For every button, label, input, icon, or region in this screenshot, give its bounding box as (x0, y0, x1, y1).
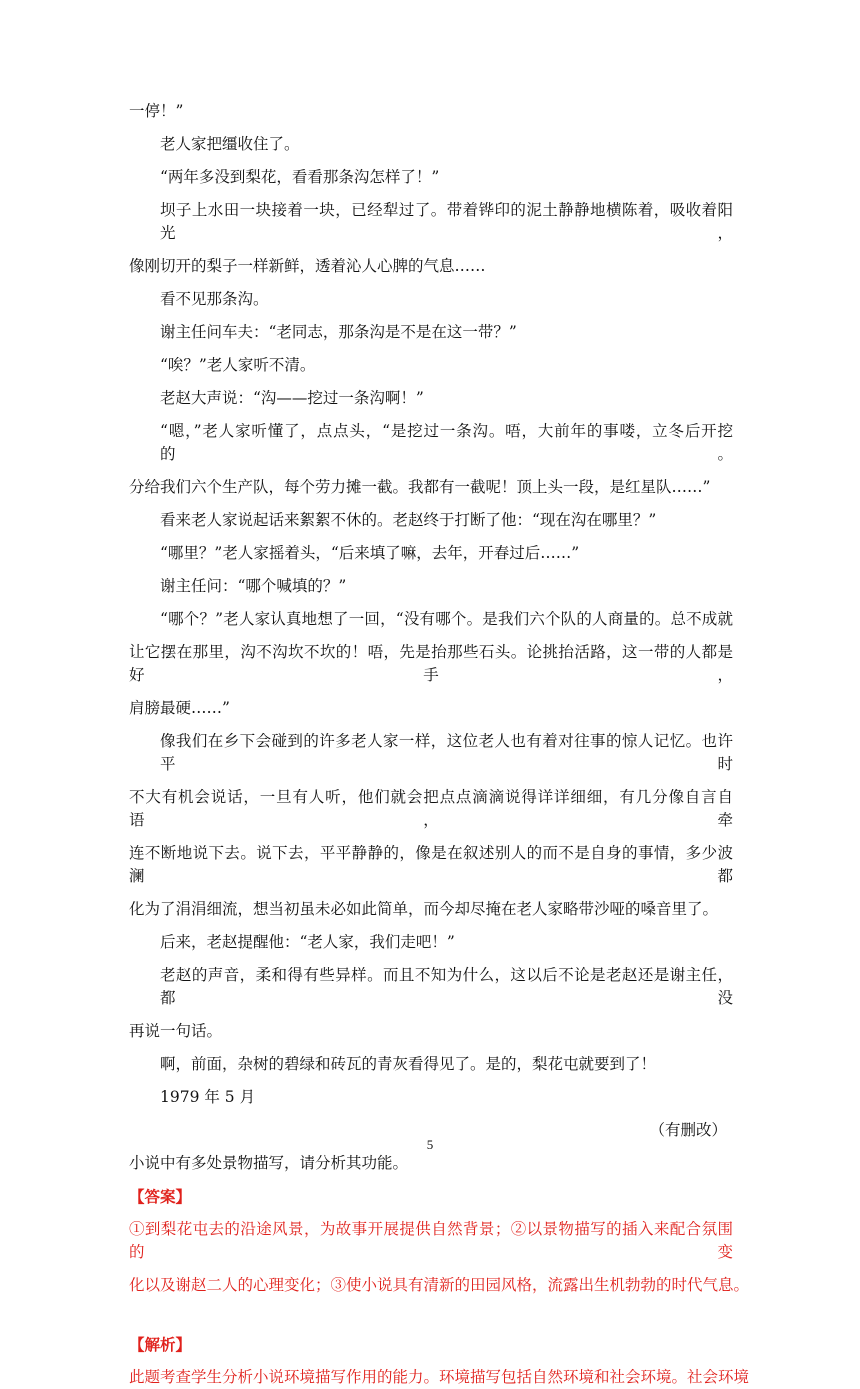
story-line: “哪里？”老人家摇着头，“后来填了嘛，去年，开春过后……” (160, 544, 580, 562)
story-line: 后来，老赵提醒他：“老人家，我们走吧！” (160, 933, 455, 951)
story-line: “唉？”老人家听不清。 (160, 356, 316, 374)
story-line: 让它摆在那里，沟不沟坎不坎的！唔，先是抬那些石头。论挑抬活路，这一带的人都是好手， (129, 643, 733, 684)
story-line: 谢主任问车夫：“老同志，那条沟是不是在这一带？” (160, 323, 517, 341)
analysis-line: 此题考查学生分析小说环境描写作用的能力。环境描写包括自然环境和社会环境。社会环境 (129, 1368, 750, 1386)
question-text: 小说中有多处景物描写，请分析其功能。 (129, 1154, 409, 1172)
source-note: （有删改） (649, 1121, 727, 1139)
story-line: 看不见那条沟。 (160, 290, 269, 308)
story-line: 老人家把缰收住了。 (160, 135, 300, 153)
story-line: 坝子上水田一块接着一块，已经犁过了。带着铧印的泥土静静地横陈着，吸收着阳光， (160, 201, 733, 242)
story-line: 像刚切开的梨子一样新鲜，透着沁人心脾的气息…… (129, 257, 486, 275)
story-line: “嗯，”老人家听懂了，点点头，“是挖过一条沟。唔，大前年的事喽，立冬后开挖的。 (160, 422, 733, 463)
spacer (129, 1297, 733, 1323)
story-line: 再说一句话。 (129, 1022, 223, 1040)
story-line: 看来老人家说起话来絮絮不休的。老赵终于打断了他：“现在沟在哪里？” (160, 511, 657, 529)
page-number: 5 (426, 1137, 434, 1152)
story-line: 肩膀最硬……” (129, 699, 230, 717)
answer-line: 化以及谢赵二人的心理变化；③使小说具有清新的田园风格，流露出生机勃勃的时代气息。 (129, 1276, 750, 1294)
answer-line: ①到梨花屯去的沿途风景，为故事开展提供自然背景；②以景物描写的插入来配合氛围的变 (129, 1220, 733, 1261)
story-line: 不大有机会说话，一旦有人听，他们就会把点点滴滴说得详详细细，有几分像自言自语，牵 (129, 788, 733, 829)
story-date: 1979 年 5 月 (160, 1088, 256, 1106)
story-line: “哪个？”老人家认真地想了一回，“没有哪个。是我们六个队的人商量的。总不成就 (160, 610, 733, 628)
story-line: 像我们在乡下会碰到的许多老人家一样，这位老人也有着对往事的惊人记忆。也许平时 (160, 732, 733, 773)
story-line: 老赵的声音，柔和得有些异样。而且不知为什么，这以后不论是老赵还是谢主任，都没 (160, 966, 733, 1007)
story-line: 化为了涓涓细流，想当初虽未必如此简单，而今却尽掩在老人家略带沙哑的嗓音里了。 (129, 900, 719, 918)
story-line: 一停！” (129, 102, 184, 120)
story-line: 谢主任问：“哪个喊填的？” (160, 577, 347, 595)
story-line: 连不断地说下去。说下去，平平静静的，像是在叙述别人的而不是自身的事情，多少波澜都 (129, 844, 733, 885)
story-line: 啊，前面，杂树的碧绿和砖瓦的青灰看得见了。是的，梨花屯就要到了！ (160, 1055, 657, 1073)
story-line: “两年多没到梨花，看看那条沟怎样了！” (160, 168, 440, 186)
answer-heading: 【答案】 (129, 1187, 192, 1206)
story-line: 老赵大声说：“沟——挖过一条沟啊！” (160, 389, 424, 407)
document-body (129, 100, 750, 1389)
story-line: 分给我们六个生产队，每个劳力摊一截。我都有一截呢！顶上头一段，是红星队……” (129, 478, 711, 496)
analysis-heading: 【解析】 (129, 1335, 192, 1354)
